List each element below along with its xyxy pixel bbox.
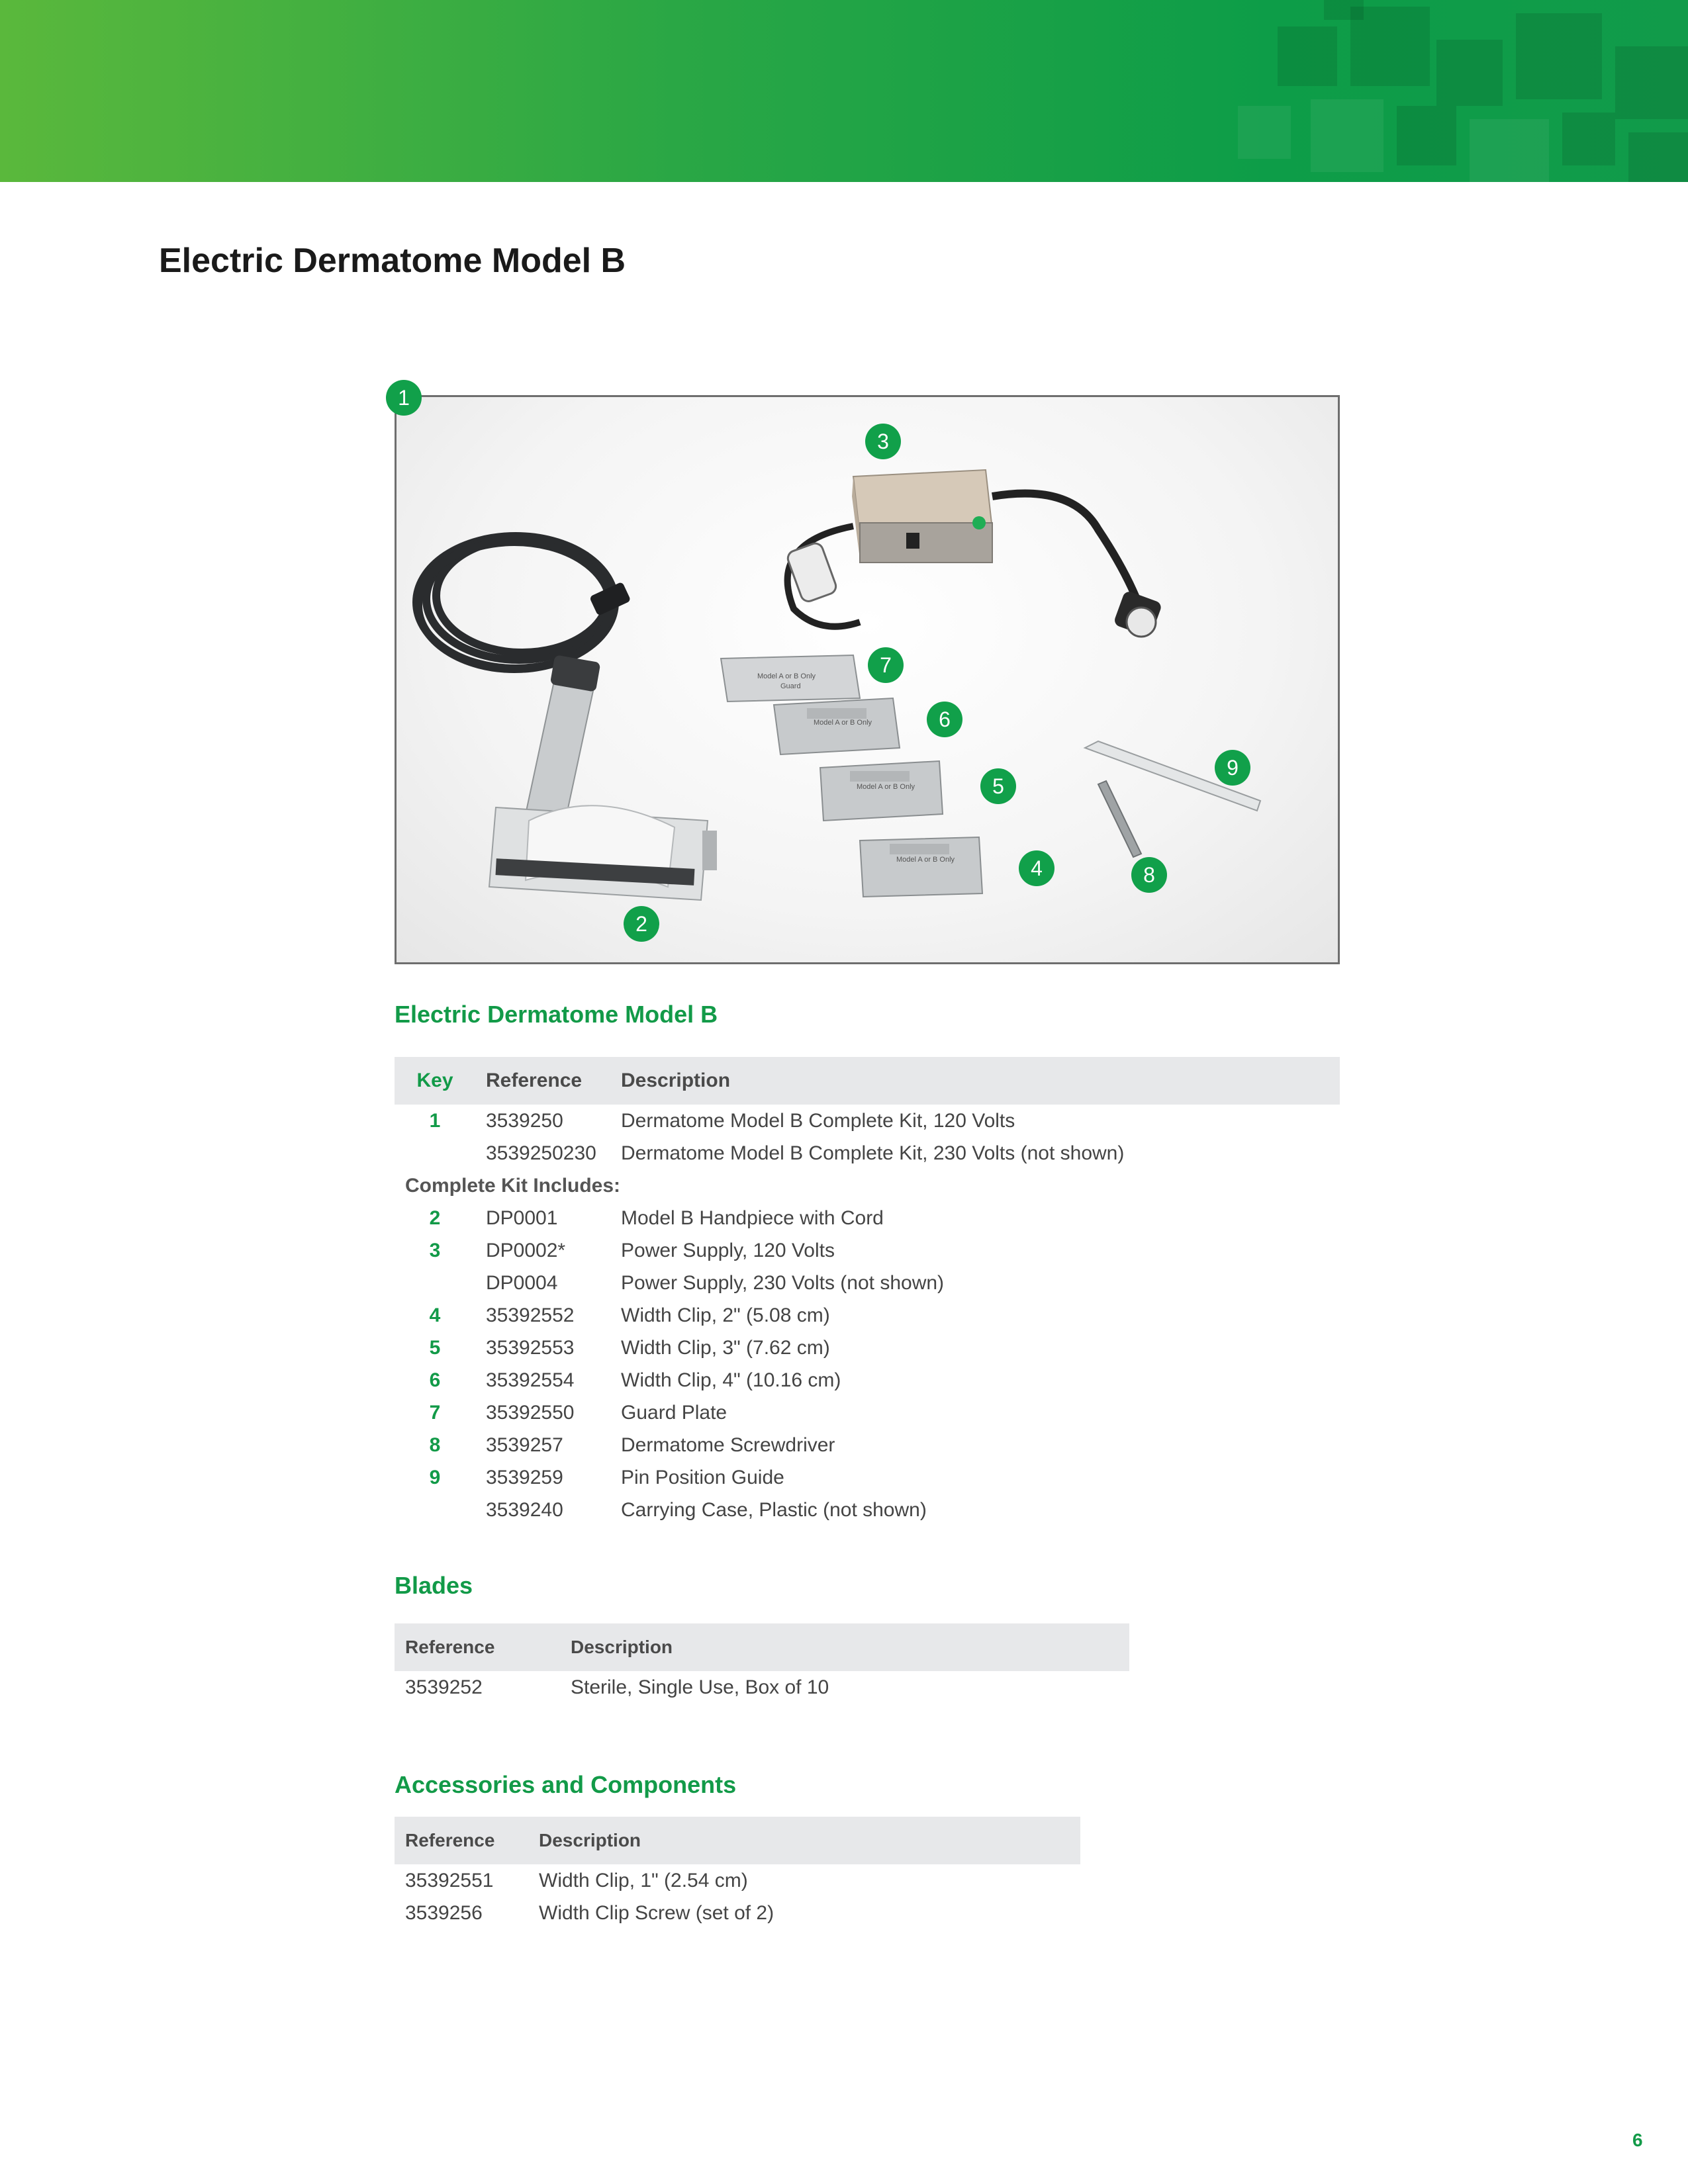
callout-badge-6: 6 [927, 702, 962, 737]
blades-table [395, 1623, 1129, 1704]
main-table-title: Electric Dermatome Model B [395, 1001, 718, 1028]
table-row: 3539240 Carrying Case, Plastic (not shown) [486, 1498, 927, 1521]
callout-badge-1: 1 [386, 380, 422, 416]
product-photo [395, 395, 1340, 964]
table-row: 7 35392550 Guard Plate [429, 1401, 727, 1424]
blades-title: Blades [395, 1572, 473, 1599]
callout-badge-2: 2 [624, 906, 659, 942]
header-description: Description [528, 1817, 1080, 1864]
table-row: 3539250230 Dermatome Model B Complete Kit, 230 Volts (not shown) [486, 1142, 1125, 1164]
width-clip-3-icon [820, 761, 943, 821]
header-key: Key [395, 1057, 475, 1105]
callout-badge-8: 8 [1131, 857, 1167, 893]
header-reference: Reference [475, 1057, 610, 1105]
table-row: 3539256 Width Clip Screw (set of 2) [405, 1901, 774, 1924]
accessories-title: Accessories and Components [395, 1771, 737, 1798]
header-description: Description [560, 1623, 1129, 1671]
callout-badge-9: 9 [1215, 750, 1250, 786]
callout-badge-7: 7 [868, 647, 904, 683]
accessories-table [395, 1817, 1080, 1929]
svg-text:Model A or B Only: Model A or B Only [814, 719, 872, 727]
table-header-row [395, 1817, 1080, 1864]
power-supply-icon [786, 470, 1162, 638]
svg-text:Guard: Guard [780, 682, 801, 690]
page-title: Electric Dermatome Model B [159, 242, 626, 280]
table-row: 8 3539257 Dermatome Screwdriver [429, 1433, 835, 1456]
table-row: 35392551 Width Clip, 1" (2.54 cm) [405, 1869, 748, 1891]
table-row: 9 3539259 Pin Position Guide [429, 1466, 784, 1488]
dermatome-kit-illustration [397, 397, 1338, 962]
handpiece-icon [489, 655, 717, 900]
callout-badge-5: 5 [980, 768, 1016, 804]
callout-badge-3: 3 [865, 424, 901, 459]
table-row: 3 DP0002* Power Supply, 120 Volts [429, 1239, 835, 1261]
svg-text:Model A or B Only: Model A or B Only [896, 856, 955, 864]
table-row: 5 35392553 Width Clip, 3" (7.62 cm) [429, 1336, 830, 1359]
table-row: 2 DP0001 Model B Handpiece with Cord [429, 1206, 884, 1229]
width-clip-2-icon [860, 837, 982, 897]
table-row: 3539252 Sterile, Single Use, Box of 10 [405, 1676, 829, 1698]
main-parts-table [395, 1057, 1340, 1526]
width-clip-4-icon [774, 698, 900, 754]
table-row: DP0004 Power Supply, 230 Volts (not shown) [486, 1271, 945, 1294]
page-number: 6 [1632, 2130, 1643, 2150]
table-row: 6 35392554 Width Clip, 4" (10.16 cm) [429, 1369, 841, 1391]
header-banner [0, 0, 1688, 182]
screwdriver-icon [1098, 781, 1141, 857]
guard-plate-icon [721, 655, 860, 702]
kit-includes-label: Complete Kit Includes: [405, 1174, 621, 1197]
coiled-cord-icon [416, 536, 615, 669]
callout-badge-4: 4 [1019, 850, 1055, 886]
table-row: 1 3539250 Dermatome Model B Complete Kit, 120 Volts [429, 1109, 1015, 1132]
header-description: Description [610, 1057, 1340, 1105]
table-row: 4 35392552 Width Clip, 2" (5.08 cm) [429, 1304, 830, 1326]
header-reference: Reference [395, 1817, 528, 1864]
table-header-row [395, 1623, 1129, 1671]
svg-text:Model A or B Only: Model A or B Only [757, 672, 816, 680]
header-reference: Reference [395, 1623, 560, 1671]
kit-includes-row [395, 1169, 1340, 1202]
table-header-row [395, 1057, 1340, 1105]
svg-text:Model A or B Only: Model A or B Only [857, 783, 915, 791]
